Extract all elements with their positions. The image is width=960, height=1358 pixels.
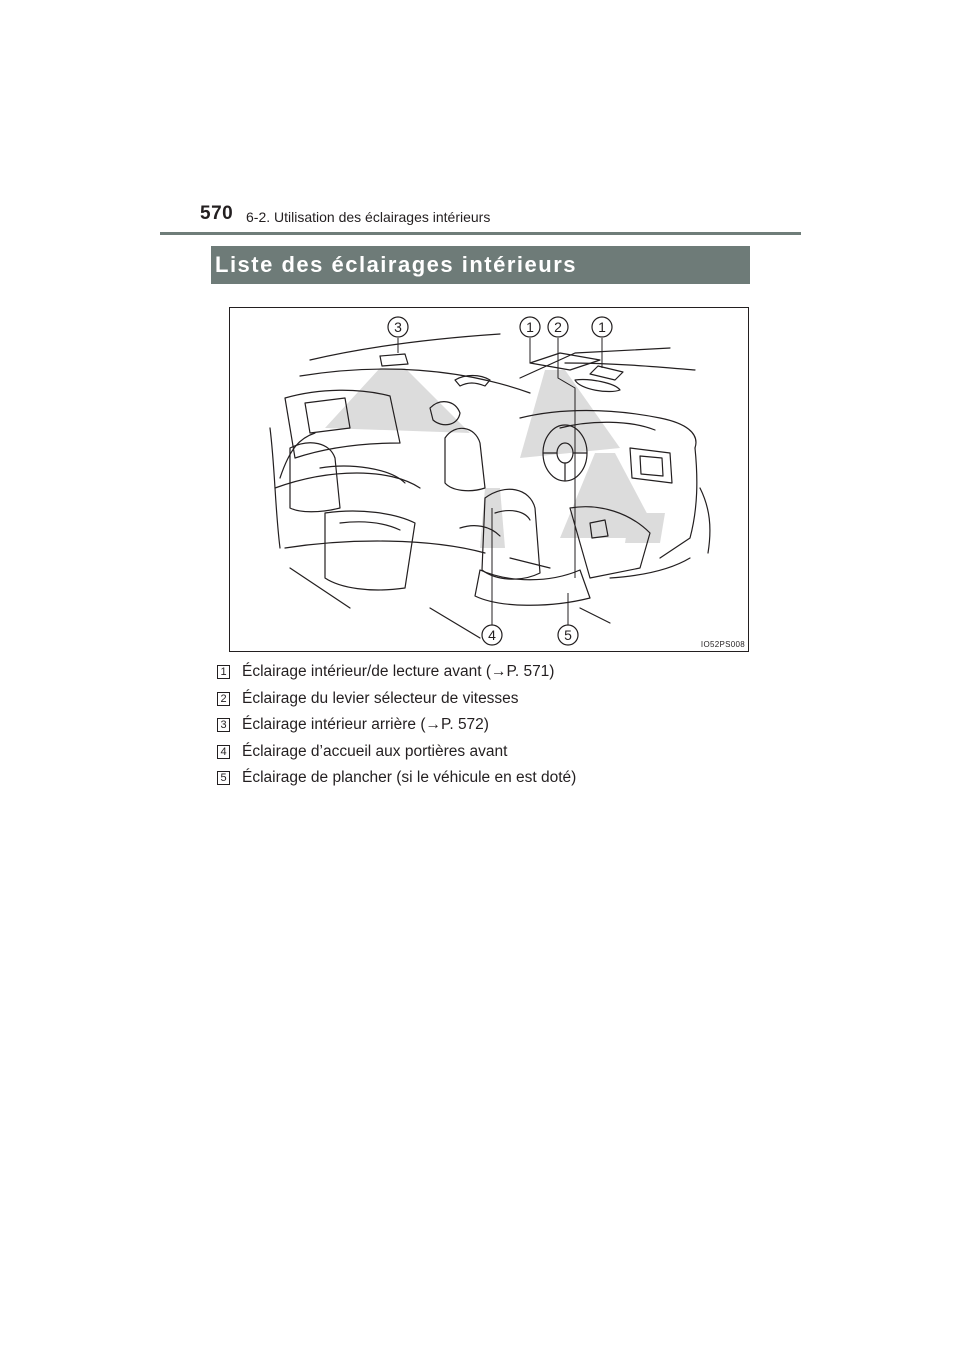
legend-text: Éclairage du levier sélecteur de vitesses xyxy=(242,689,519,707)
callout-1-left xyxy=(520,317,540,337)
legend-number: 4 xyxy=(217,745,230,759)
legend-text: Éclairage intérieur arrière (→P. 572) xyxy=(242,716,489,733)
interior-lights-illustration xyxy=(229,307,749,652)
callout-2 xyxy=(548,317,568,337)
page-number: 570 xyxy=(200,203,234,224)
page-title: Liste des éclairages intérieurs xyxy=(215,252,577,277)
callout-label: 2 xyxy=(554,319,562,335)
light-beams xyxy=(325,368,665,548)
legend-number: 3 xyxy=(217,718,230,732)
legend-text: Éclairage intérieur/de lecture avant (→P. 571) xyxy=(242,663,555,680)
car-outline xyxy=(270,334,710,638)
callout-1-right xyxy=(592,317,612,337)
callout-label: 5 xyxy=(564,627,572,643)
figure-code: IO52PS008 xyxy=(700,640,745,649)
callout-label: 3 xyxy=(394,319,402,335)
callouts xyxy=(388,317,612,645)
callout-label: 1 xyxy=(598,319,606,335)
legend-number: 2 xyxy=(217,692,230,706)
legend-number: 5 xyxy=(217,771,230,785)
callout-label: 4 xyxy=(488,627,496,643)
legend-text: Éclairage de plancher (si le véhicule en est doté) xyxy=(242,769,577,786)
car-interior-drawing xyxy=(230,308,750,653)
legend-number: 1 xyxy=(217,665,230,679)
callout-3 xyxy=(388,317,408,337)
title-banner xyxy=(211,246,750,284)
section-title: 6-2. Utilisation des éclairages intérieurs xyxy=(246,209,491,225)
header-divider xyxy=(160,232,801,235)
legend-text: Éclairage d’accueil aux portières avant xyxy=(242,742,508,760)
callout-label: 1 xyxy=(526,319,534,335)
callout-5 xyxy=(558,625,578,645)
callout-4 xyxy=(482,625,502,645)
